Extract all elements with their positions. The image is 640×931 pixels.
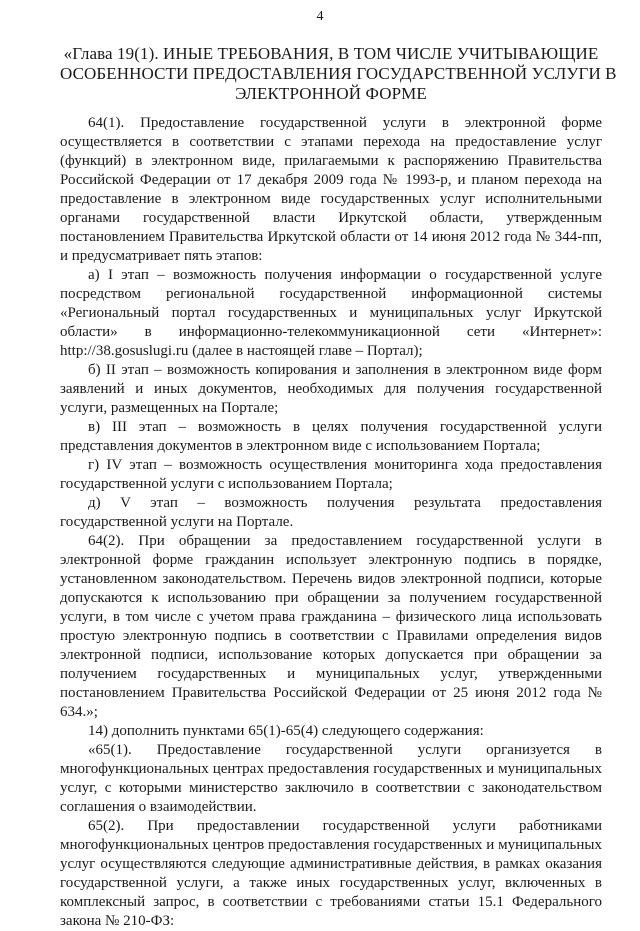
stage-d-paragraph: д) V этап – возможность получения результата предоставления государственной услуги на Портале. bbox=[60, 495, 602, 530]
page-number: 4 bbox=[316, 9, 324, 24]
chapter-heading-line-1: «Глава 19(1). ИНЫЕ ТРЕБОВАНИЯ, В ТОМ ЧИСЛЕ УЧИТЫВАЮЩИЕ bbox=[63, 44, 599, 63]
paragraph-64-1: 64(1). Предоставление государственной услуги в электронной форме осуществляется в соответствии с этапами перехода на предоставление услуг (функций) в электронном виде, прилагаемыми к распоряжению Правительства Российской Федерации от 17 декабря 2009 года № 1993-р, и планом перехода на предоставление в электронном виде государственных услуг исполнительными органами государственной власти Иркутской области, утвержденным постановлением Правительства Иркутской области от 14 июня 2012 года № 344-пп, и предусматривает пять этапов: bbox=[60, 115, 602, 264]
chapter-heading-line-3: ЭЛЕКТРОННОЙ ФОРМЕ bbox=[235, 84, 427, 103]
paragraph-65-2: 65(2). При предоставлении государственной услуги работниками многофункциональных центров предоставления государственных и муниципальных услуг осуществляются следующие административные действия, в рамках оказания государственной услуги, а также иных государственных услуг, включенных в комплексный запрос, в соответствии с требованиями статьи 15.1 Федерального закона № 210-ФЗ: bbox=[60, 818, 602, 929]
stage-a-paragraph: а) I этап – возможность получения информации о государственной услуге посредством региональной государственной информационной системы «Региональный портал государственных и муниципальных услуг Иркутской области» в информационно-телекоммуникационной сети «Интернет»: http://38.gosuslugi.ru (далее в настоящей главе – Портал); bbox=[60, 267, 602, 359]
chapter-heading-line-2: ОСОБЕННОСТИ ПРЕДОСТАВЛЕНИЯ ГОСУДАРСТВЕННОЙ УСЛУГИ В bbox=[60, 64, 617, 83]
item-14-paragraph: 14) дополнить пунктами 65(1)-65(4) следующего содержания: bbox=[88, 723, 484, 739]
stage-b-paragraph: б) II этап – возможность копирования и заполнения в электронном виде форм заявлений и иных документов, необходимых для получения государственной услуги, размещенных на Портале; bbox=[60, 362, 602, 416]
paragraph-65-1: «65(1). Предоставление государственной услуги организуется в многофункциональных центрах предоставления государственных и муниципальных услуг, с которыми министерство заключило в соответствии с законодательством соглашения о взаимодействии. bbox=[60, 742, 602, 815]
stage-v-paragraph: в) III этап – возможность в целях получения государственной услуги представления документов в электронном виде с использованием Портала; bbox=[60, 419, 602, 454]
chapter-heading bbox=[60, 44, 617, 104]
paragraph-64-2: 64(2). При обращении за предоставлением государственной услуги в электронной форме гражданин использует электронную подпись в порядке, установленном законодательством. Перечень видов электронной подписи, которые допускаются к использованию при обращении за получением государственной услуги, в том числе с учетом права гражданина – физического лица использовать простую электронную подпись в соответствии с Правилами определения видов электронной подписи, использование которых допускается при обращении за получением государственных и муниципальных услуг, утвержденными постановлением Правительства Российской Федерации от 25 июня 2012 года № 634.»; bbox=[60, 533, 602, 720]
stage-g-paragraph: г) IV этап – возможность осуществления мониторинга хода предоставления государственной услуги с использованием Портала; bbox=[60, 457, 602, 492]
